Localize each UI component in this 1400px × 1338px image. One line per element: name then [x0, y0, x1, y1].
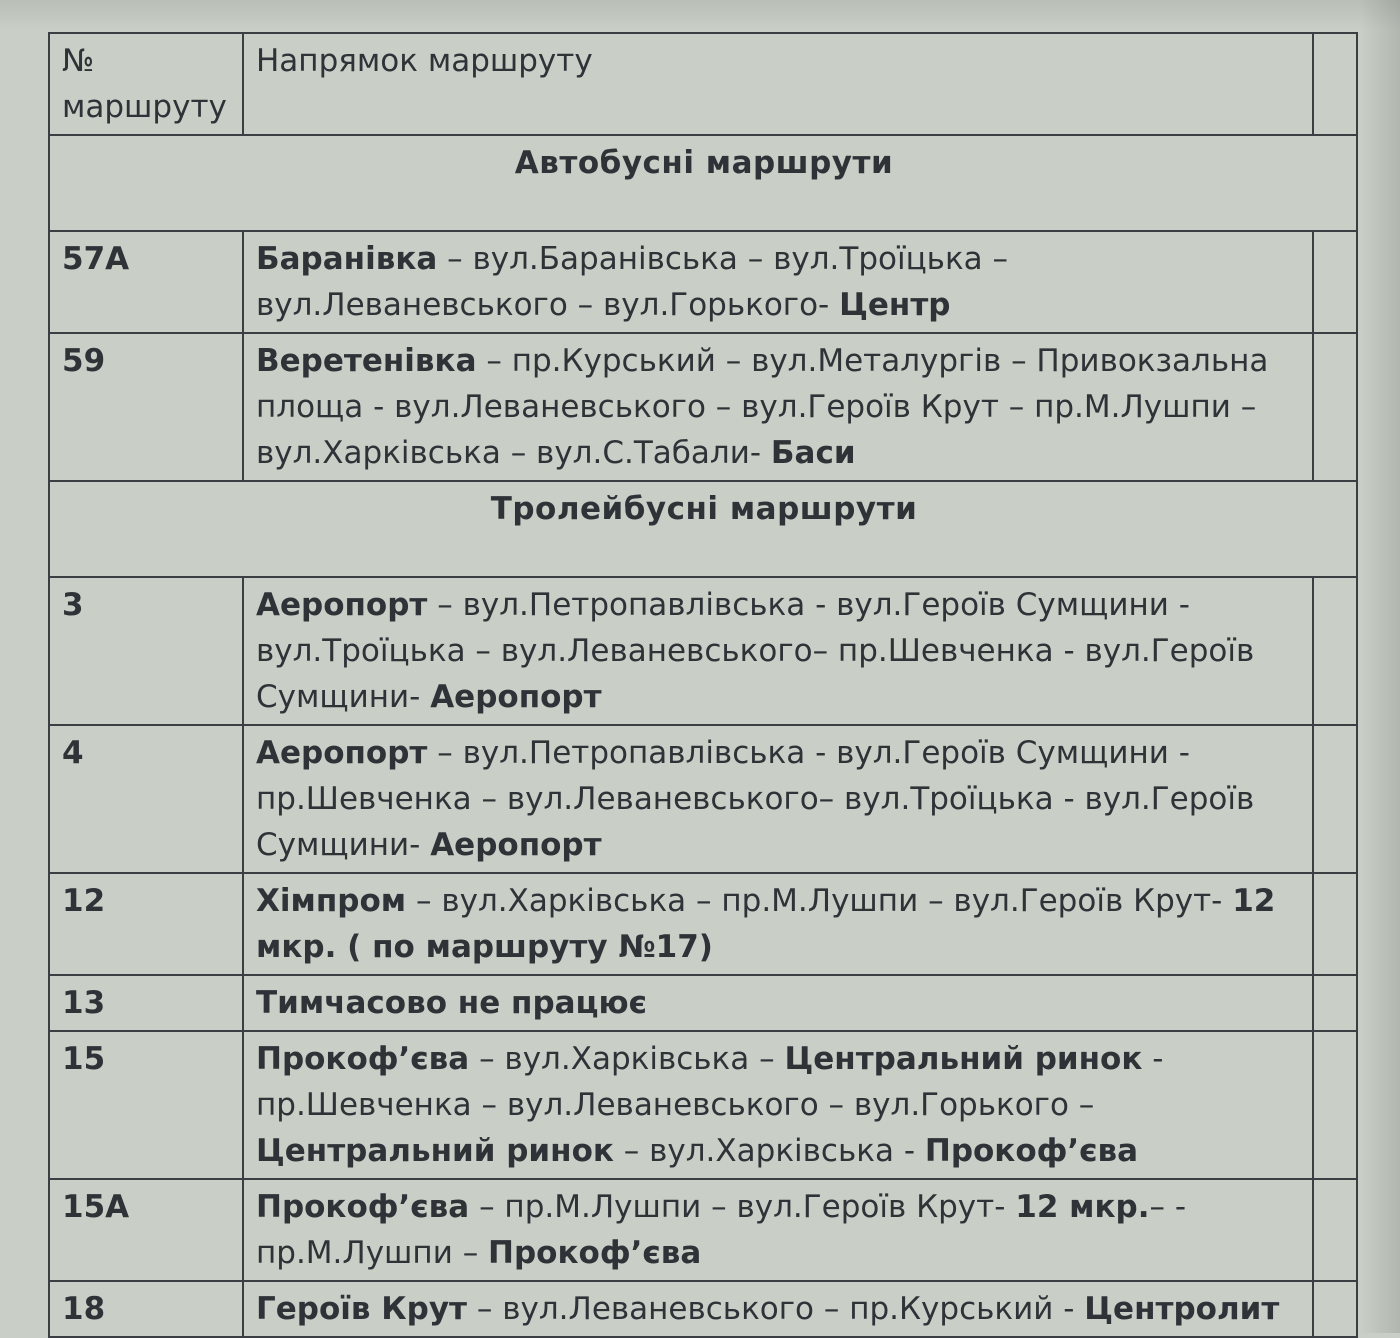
route-stop-highlight: Аеропорт — [256, 587, 428, 623]
route-row — [49, 1179, 1357, 1281]
route-stop-highlight: Центральний ринок — [784, 1041, 1143, 1077]
route-row — [49, 231, 1357, 333]
route-number: 15А — [49, 1179, 243, 1281]
section-title: Тролейбусні маршрути — [49, 481, 1357, 577]
route-row — [49, 1281, 1357, 1337]
route-row — [49, 873, 1357, 975]
section-row — [49, 481, 1357, 577]
route-stop-highlight: Баси — [770, 435, 856, 471]
route-stop-highlight: Веретенівка — [256, 343, 477, 379]
route-row — [49, 975, 1357, 1031]
route-direction — [243, 975, 1313, 1031]
route-row — [49, 333, 1357, 481]
route-extra-cell — [1313, 231, 1357, 333]
route-stop-highlight: Героїв Крут — [256, 1291, 468, 1327]
route-stop-highlight: Прокоф’єва — [256, 1041, 470, 1077]
route-direction — [243, 231, 1313, 333]
routes-table — [48, 32, 1358, 1338]
route-stop-highlight: Аеропорт — [430, 679, 602, 715]
routes-table-body — [49, 33, 1357, 1337]
route-path-text: – вул.Леваневського – пр.Курський - — [467, 1291, 1085, 1327]
header-row — [49, 33, 1357, 135]
route-extra-cell — [1313, 577, 1357, 725]
route-direction — [243, 1179, 1313, 1281]
route-stop-highlight: Прокоф’єва — [256, 1189, 470, 1225]
route-extra-cell — [1313, 1031, 1357, 1179]
route-stop-highlight: Центральний ринок — [256, 1133, 614, 1169]
route-row — [49, 577, 1357, 725]
route-direction — [243, 577, 1313, 725]
page-right-shadow — [1360, 0, 1400, 1333]
route-number: 3 — [49, 577, 243, 725]
route-direction — [243, 873, 1313, 975]
route-path-text: – вул.Харківська – пр.М.Лушпи – вул.Героїв Крут- — [406, 883, 1233, 919]
route-stop-highlight: Центролит — [1084, 1291, 1280, 1327]
route-direction — [243, 1031, 1313, 1179]
route-extra-cell — [1313, 975, 1357, 1031]
route-stop-highlight: Прокоф’єва — [924, 1133, 1139, 1169]
header-number-cell: № маршруту — [49, 33, 243, 135]
route-path-text: – пр.М.Лушпи – вул.Героїв Крут- — [469, 1189, 1016, 1225]
route-number: 13 — [49, 975, 243, 1031]
route-extra-cell — [1313, 873, 1357, 975]
route-number: 4 — [49, 725, 243, 873]
route-stop-highlight: Прокоф’єва — [488, 1235, 702, 1271]
route-extra-cell — [1313, 333, 1357, 481]
route-number: 18 — [49, 1281, 243, 1337]
section-title: Автобусні маршрути — [49, 135, 1357, 231]
route-direction — [243, 333, 1313, 481]
route-number: 59 — [49, 333, 243, 481]
route-row — [49, 1031, 1357, 1179]
route-direction — [243, 725, 1313, 873]
route-path-text: – вул.Харківська - — [613, 1133, 925, 1169]
route-stop-highlight: Центр — [839, 287, 951, 323]
route-path-text: – вул.Баранівська – вул.Троїцька – вул.Леваневського – вул.Горького- — [256, 241, 1009, 323]
route-stop-highlight: Хімпром — [256, 883, 407, 919]
route-stop-highlight: 12 мкр. — [1015, 1189, 1150, 1225]
route-stop-highlight: Аеропорт — [256, 735, 428, 771]
route-path-text: – вул.Петропавлівська - вул.Героїв Сумщини - вул.Троїцька – вул.Леваневського– пр.Шевченка - вул.Героїв Сумщини- — [256, 587, 1255, 715]
route-extra-cell — [1313, 725, 1357, 873]
route-stop-highlight: Баранівка — [256, 241, 438, 277]
route-stop-highlight: Тимчасово не працює — [256, 985, 648, 1021]
route-direction — [243, 1281, 1313, 1337]
route-stop-highlight: 12 мкр. ( по маршруту №17) — [256, 883, 1276, 965]
route-number: 15 — [49, 1031, 243, 1179]
route-path-text: – - пр.М.Лушпи – — [256, 1189, 1187, 1271]
route-path-text: - пр.Шевченка – вул.Леваневського – вул.Горького – — [256, 1041, 1164, 1123]
route-path-text: – вул.Петропавлівська - вул.Героїв Сумщини - пр.Шевченка – вул.Леваневського– вул.Троїцька - вул.Героїв Сумщини- — [256, 735, 1255, 863]
header-direction-cell: Напрямок маршруту — [243, 33, 1313, 135]
page-top-edge — [0, 0, 1400, 30]
route-number: 57А — [49, 231, 243, 333]
route-path-text: – вул.Харківська – — [469, 1041, 785, 1077]
route-extra-cell — [1313, 1179, 1357, 1281]
header-extra-cell — [1313, 33, 1357, 135]
route-stop-highlight: Аеропорт — [430, 827, 602, 863]
route-path-text: – пр.Курський – вул.Металургів – Привокзальна площа - вул.Леваневського – вул.Героїв Крут – пр.М.Лушпи – вул.Харківська – вул.С.Табали- — [256, 343, 1269, 471]
section-row — [49, 135, 1357, 231]
route-number: 12 — [49, 873, 243, 975]
route-extra-cell — [1313, 1281, 1357, 1337]
route-row — [49, 725, 1357, 873]
